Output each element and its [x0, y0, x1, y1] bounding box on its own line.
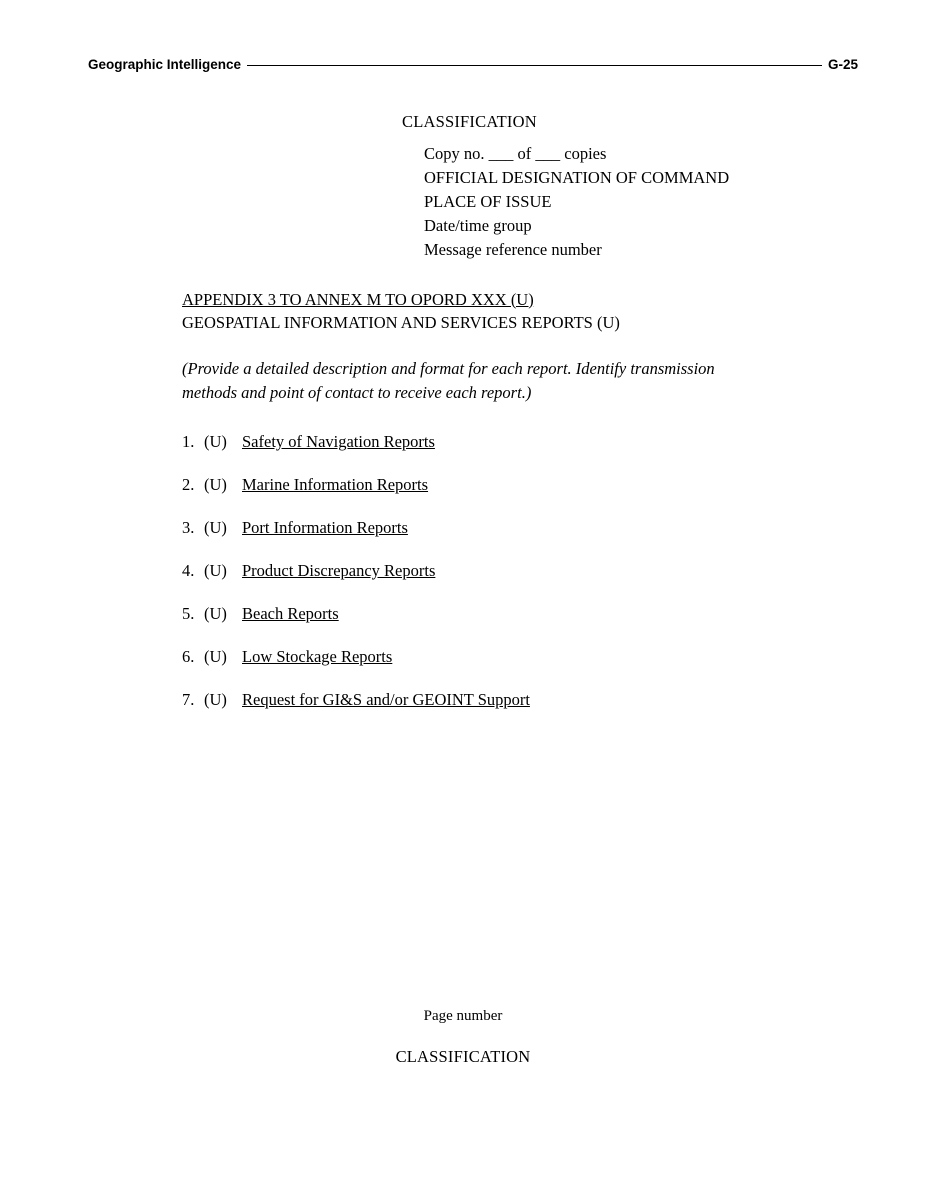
list-item	[182, 430, 858, 454]
classification-top: CLASSIFICATION	[402, 112, 537, 131]
list-item-classification: (U)	[204, 432, 227, 452]
list-item	[182, 602, 858, 626]
header-divider-rule	[247, 65, 822, 66]
list-item-label: Request for GI&S and/or GEOINT Support	[242, 689, 530, 709]
document-title-line: GEOSPATIAL INFORMATION AND SERVICES REPORTS (U)	[182, 313, 620, 333]
list-item-label: Low Stockage Reports	[242, 646, 393, 666]
list-item-number: 2.	[182, 475, 195, 495]
document-body	[88, 110, 858, 731]
list-item-classification: (U)	[204, 689, 227, 709]
running-header-title: Geographic Intelligence	[88, 57, 242, 72]
classification-bottom: CLASSIFICATION	[395, 1047, 531, 1066]
heading-line: OFFICIAL DESIGNATION OF COMMAND	[424, 167, 730, 187]
list-item	[182, 645, 858, 669]
list-item-classification: (U)	[204, 646, 227, 666]
list-item-label: Product Discrepancy Reports	[242, 560, 436, 580]
list-item-classification: (U)	[204, 603, 227, 623]
list-item-classification: (U)	[204, 518, 227, 538]
list-item-label: Port Information Reports	[242, 518, 408, 538]
list-item	[182, 473, 858, 497]
list-item-number: 4.	[182, 560, 195, 580]
list-item-label: Marine Information Reports	[242, 475, 429, 495]
heading-line: Message reference number	[424, 239, 602, 259]
list-item-classification: (U)	[204, 475, 227, 495]
list-item-number: 7.	[182, 689, 195, 709]
document-footer	[0, 1008, 926, 1067]
list-item-label: Beach Reports	[242, 603, 339, 623]
list-item-label: Safety of Navigation Reports	[242, 432, 435, 452]
reports-list	[182, 430, 858, 711]
list-item	[182, 688, 858, 712]
heading-line: PLACE OF ISSUE	[424, 191, 552, 211]
list-item-number: 5.	[182, 603, 195, 623]
instruction-paragraph: (Provide a detailed description and format for each report. Identify transmission methods and point of contact to receive each report.)	[182, 359, 715, 402]
list-item	[182, 516, 858, 540]
heading-line: Copy no. ___ of ___ copies	[424, 143, 607, 163]
list-item-number: 1.	[182, 432, 195, 452]
list-item-classification: (U)	[204, 560, 227, 580]
list-item-number: 3.	[182, 518, 195, 538]
running-header	[88, 57, 858, 72]
message-heading-block	[424, 142, 858, 262]
list-item	[182, 559, 858, 583]
list-item-number: 6.	[182, 646, 195, 666]
footer-page-number: Page number	[423, 1008, 503, 1024]
page-number-label: G-25	[827, 57, 858, 72]
appendix-reference-line	[182, 288, 858, 312]
heading-line: Date/time group	[424, 215, 532, 235]
appendix-reference-text: APPENDIX 3 TO ANNEX M TO OPORD XXX (U)	[182, 289, 534, 309]
